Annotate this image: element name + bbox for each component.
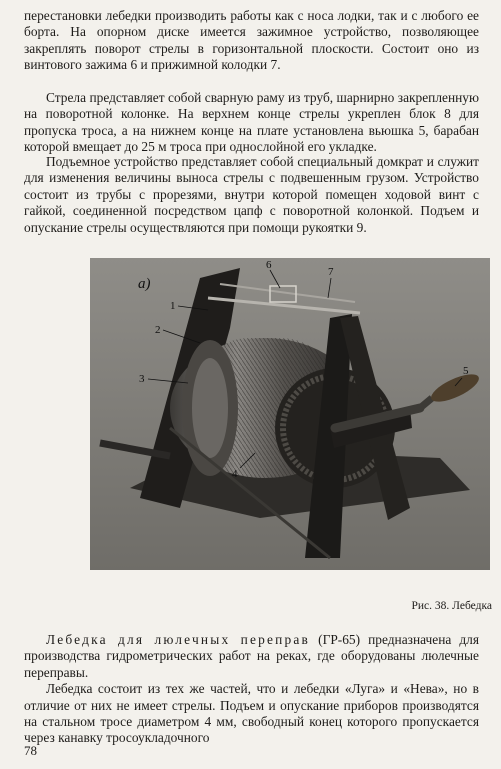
paragraph-2 [24,90,479,156]
paragraph-1: перестановки лебедки производить работы как с носа лодки, так и с любого ее борта. На опорном диске имеется зажимное устройство, позволяющее закреплять поворот стрелы в горизонтальной плоскости. Состоит оно из винтового зажима 6 и прижимной колодки 7. [24,8,479,73]
winch-photo [90,258,490,570]
part-label-5: 5 [463,365,469,377]
paragraph-2-text: Стрела представляет собой сварную раму из труб, шарнирно закрепленную на поворотной колонке. На верхнем конце стрелы укреплен блок 8 для пропуска троса, а на нижнем конце на плате установлена вьюшка 5, барабан которой вмещает до 25 м троса при однослойной его укладке. [24,90,479,155]
part-label-6: 6 [266,259,272,271]
part-label-7: 7 [328,266,334,278]
part-label-4: 4 [232,468,238,480]
paragraph-4-text: (ГР-65) предназначена для производства гидрометрических работ на реках, где оборудованы люлечные переправы. [24,632,479,680]
winch-illustration [90,258,490,570]
paragraph-3 [24,154,479,236]
part-label-1: 1 [170,300,176,312]
page-number: 78 [24,743,37,758]
paragraph-3-text: Подъемное устройство представляет собой специальный домкрат и служит для изменения величины выноса стрелы с подвешенным грузом. Устройство состоит из трубы с прорезями, внутри которой помещен ходовой винт с гайкой, соединенной посредством цапф с поворотной колонкой. Подъем и опускание стрелы осуществляются при помощи рукоятки 9. [24,154,479,235]
figure-caption: Рис. 38. Лебедка [411,600,492,612]
paragraph-5-text: Лебедка состоит из тех же частей, что и лебедки «Луга» и «Нева», но в отличие от них не имеет стрелы. Подъем и опускание приборов производятся на стальном тросе диаметром 4 мм, свободный конец которого пропускается через канавку тросоукладочного [24,681,479,746]
part-label-3: 3 [139,373,145,385]
figure-panel-label: а) [138,276,151,292]
paragraph-4 [24,632,479,747]
part-label-2: 2 [155,324,161,336]
winch-heading: Лебедка для люлечных переправ [46,632,311,647]
